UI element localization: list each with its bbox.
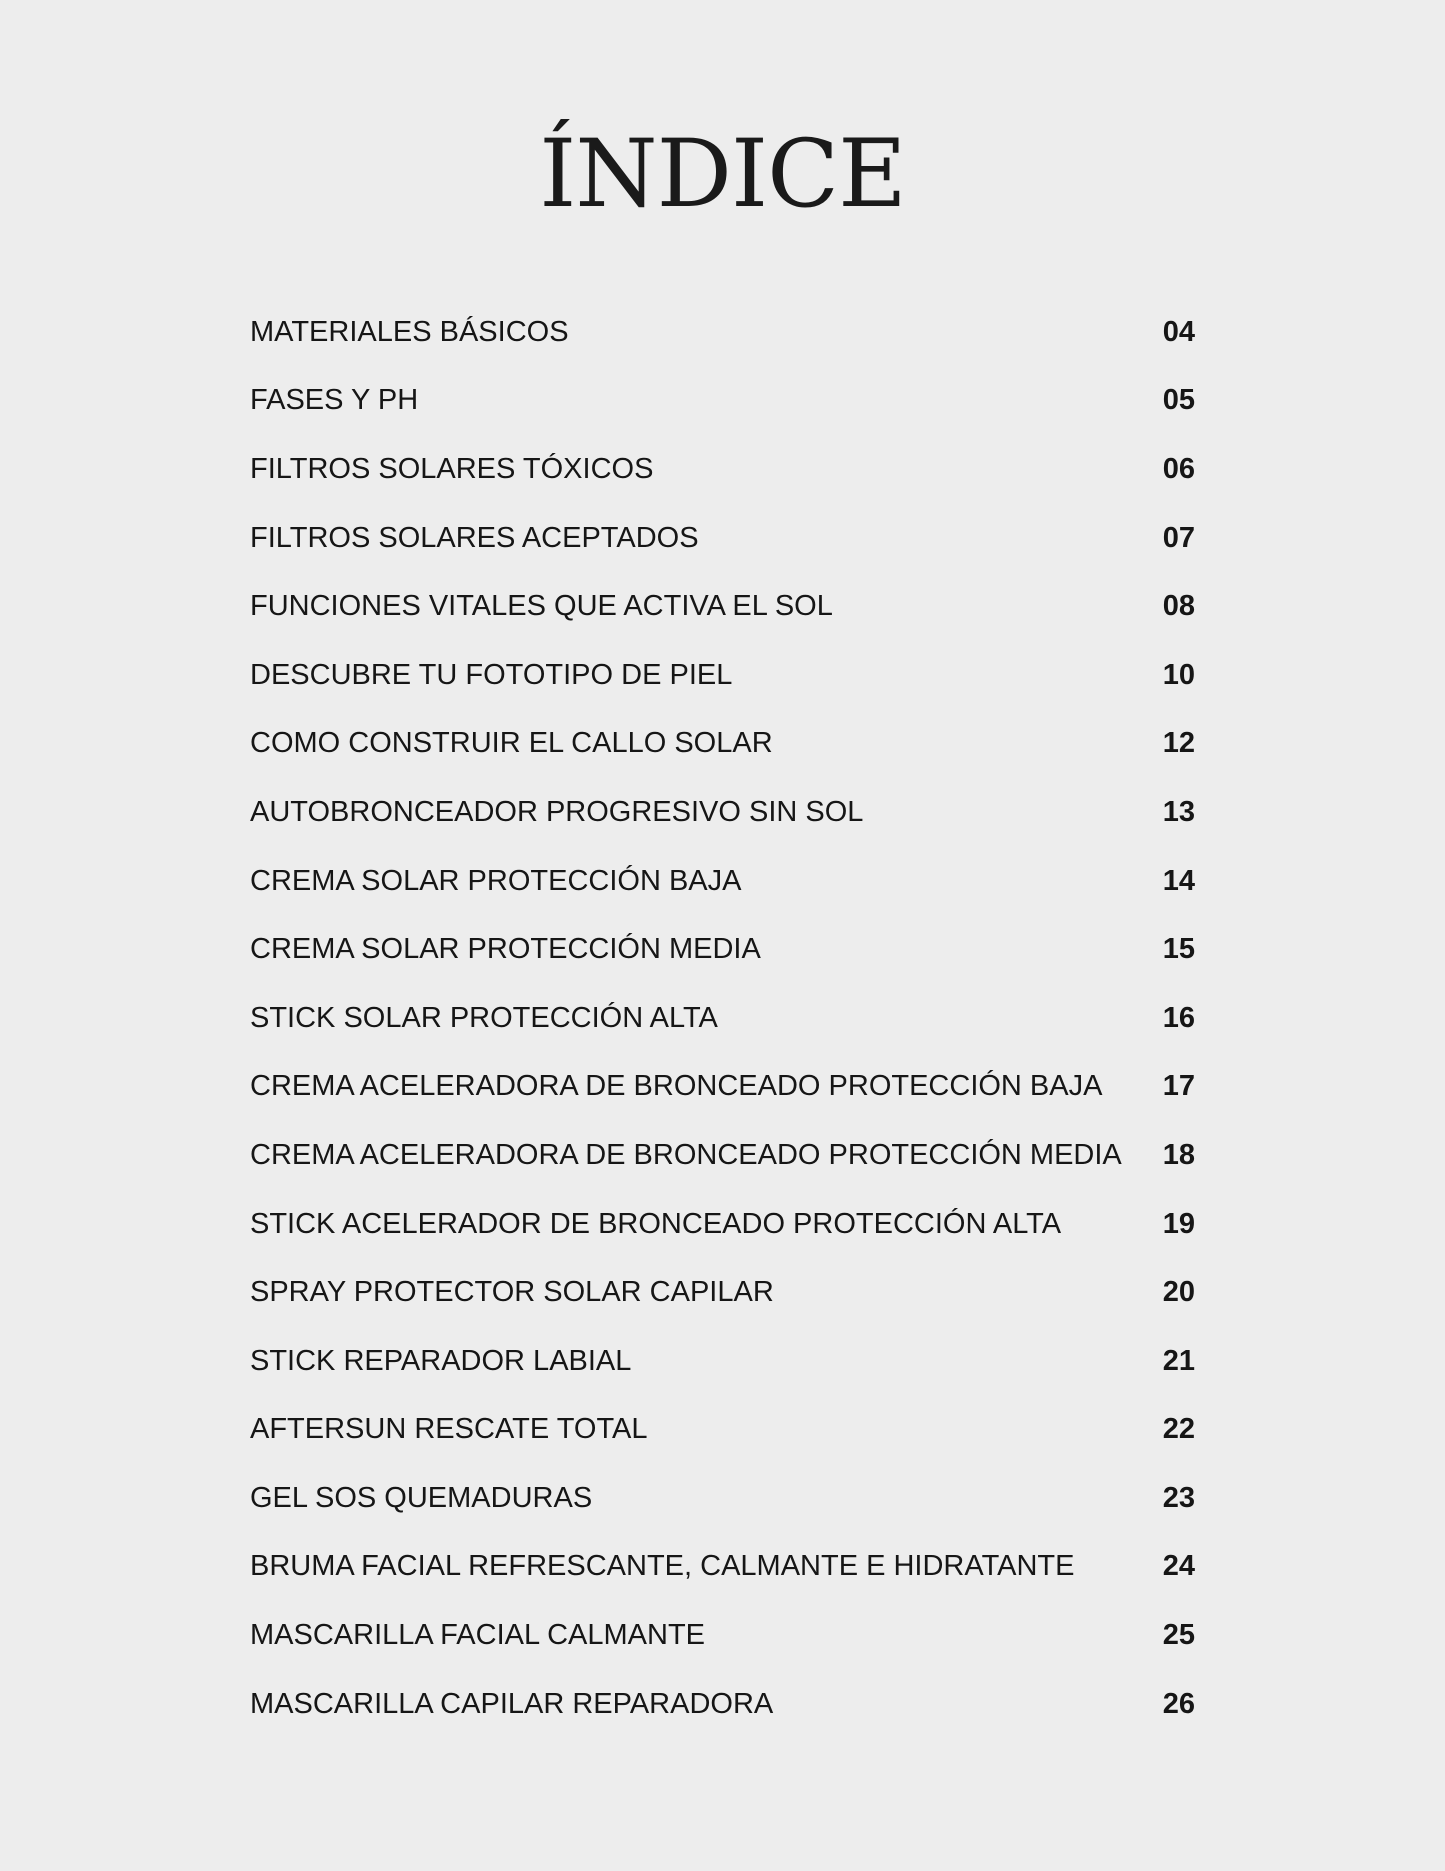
toc-entry-label: BRUMA FACIAL REFRESCANTE, CALMANTE E HIDRATANTE — [250, 1550, 1075, 1583]
toc-entry-page: 19 — [1162, 1207, 1195, 1240]
toc-entry[interactable] — [250, 915, 1195, 984]
toc-entry-page: 24 — [1162, 1550, 1195, 1583]
toc-entry[interactable] — [250, 572, 1195, 641]
toc-entry-label: MATERIALES BÁSICOS — [250, 315, 569, 348]
toc-entry-label: STICK ACELERADOR DE BRONCEADO PROTECCIÓN ALTA — [250, 1207, 1062, 1240]
toc-entry-label: MASCARILLA FACIAL CALMANTE — [250, 1619, 706, 1652]
toc-entry-label: CREMA ACELERADORA DE BRONCEADO PROTECCIÓN MEDIA — [250, 1138, 1122, 1171]
toc-entry[interactable] — [250, 1464, 1195, 1533]
toc-entry[interactable] — [250, 435, 1195, 504]
toc-entry-page: 06 — [1162, 452, 1195, 485]
toc-entry[interactable] — [250, 1533, 1195, 1602]
toc-entry-label: COMO CONSTRUIR EL CALLO SOLAR — [250, 727, 773, 760]
toc-entry-label: FUNCIONES VITALES QUE ACTIVA EL SOL — [250, 590, 833, 623]
toc-entry-label: FILTROS SOLARES TÓXICOS — [250, 452, 654, 485]
toc-entry-label: GEL SOS QUEMADURAS — [250, 1481, 593, 1514]
toc-entry-label: CREMA SOLAR PROTECCIÓN BAJA — [250, 864, 742, 897]
toc-entry[interactable] — [250, 1670, 1195, 1739]
toc-entry[interactable] — [250, 1327, 1195, 1396]
toc-entry[interactable] — [250, 504, 1195, 573]
toc-entry-label: STICK SOLAR PROTECCIÓN ALTA — [250, 1001, 718, 1034]
toc-entry[interactable] — [250, 367, 1195, 436]
toc-entry[interactable] — [250, 1601, 1195, 1670]
toc-entry-page: 04 — [1162, 315, 1195, 348]
toc-entry[interactable] — [250, 1396, 1195, 1465]
toc-entry[interactable] — [250, 847, 1195, 916]
toc-entry[interactable] — [250, 984, 1195, 1053]
toc-entry-label: MASCARILLA CAPILAR REPARADORA — [250, 1687, 774, 1720]
toc-entry-page: 20 — [1162, 1276, 1195, 1309]
toc-entry-page: 17 — [1162, 1070, 1195, 1103]
toc-entry-label: FASES Y PH — [250, 384, 419, 417]
toc-entry[interactable] — [250, 710, 1195, 779]
toc-entry-page: 16 — [1162, 1001, 1195, 1034]
toc-entry-page: 26 — [1162, 1687, 1195, 1720]
toc-entry-page: 22 — [1162, 1413, 1195, 1446]
toc-entry[interactable] — [250, 298, 1195, 367]
toc-entry[interactable] — [250, 778, 1195, 847]
table-of-contents — [250, 298, 1195, 1738]
toc-entry-page: 18 — [1162, 1138, 1195, 1171]
toc-entry-page: 15 — [1162, 933, 1195, 966]
toc-entry-page: 08 — [1162, 590, 1195, 623]
toc-entry-page: 23 — [1162, 1481, 1195, 1514]
toc-entry[interactable] — [250, 641, 1195, 710]
toc-entry-label: AUTOBRONCEADOR PROGRESIVO SIN SOL — [250, 795, 864, 828]
toc-entry-label: CREMA SOLAR PROTECCIÓN MEDIA — [250, 933, 761, 966]
toc-entry-label: CREMA ACELERADORA DE BRONCEADO PROTECCIÓN BAJA — [250, 1070, 1103, 1103]
toc-entry-page: 13 — [1162, 795, 1195, 828]
toc-entry-label: STICK REPARADOR LABIAL — [250, 1344, 632, 1377]
toc-entry-label: AFTERSUN RESCATE TOTAL — [250, 1413, 648, 1446]
toc-entry-label: FILTROS SOLARES ACEPTADOS — [250, 521, 699, 554]
toc-entry-page: 07 — [1162, 521, 1195, 554]
toc-entry-label: DESCUBRE TU FOTOTIPO DE PIEL — [250, 658, 733, 691]
toc-entry-page: 25 — [1162, 1619, 1195, 1652]
toc-entry[interactable] — [250, 1053, 1195, 1122]
toc-entry-label: SPRAY PROTECTOR SOLAR CAPILAR — [250, 1276, 774, 1309]
toc-entry-page: 21 — [1162, 1344, 1195, 1377]
toc-entry-page: 05 — [1162, 384, 1195, 417]
toc-entry[interactable] — [250, 1190, 1195, 1259]
toc-entry[interactable] — [250, 1258, 1195, 1327]
toc-entry-page: 14 — [1162, 864, 1195, 897]
toc-entry-page: 12 — [1162, 727, 1195, 760]
page-title: ÍNDICE — [539, 120, 906, 229]
toc-entry-page: 10 — [1162, 658, 1195, 691]
toc-entry[interactable] — [250, 1121, 1195, 1190]
